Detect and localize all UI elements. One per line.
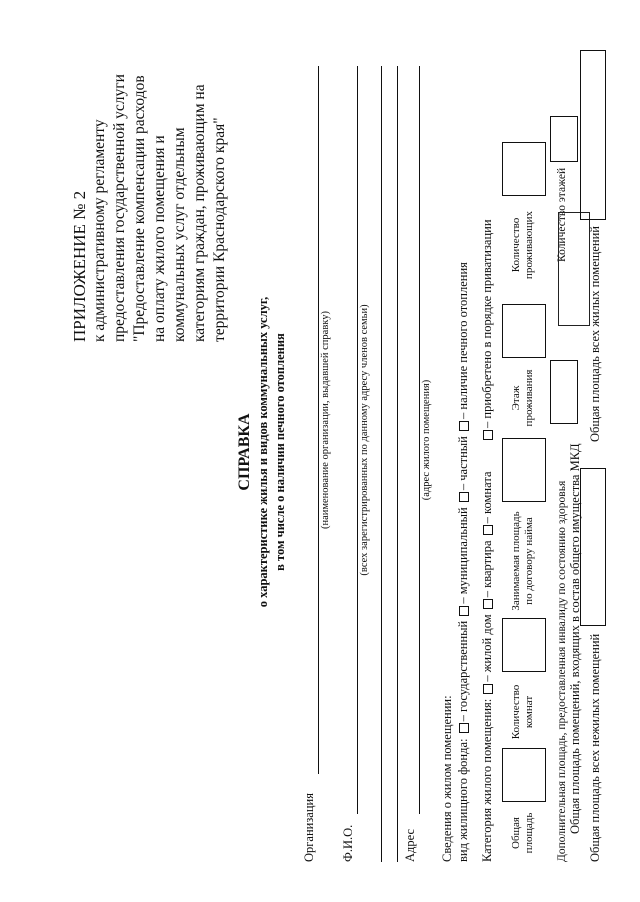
appendix-line: к административному регламенту <box>91 119 108 342</box>
non-residential-label: Общая площадь всех нежилых помещений <box>588 633 602 862</box>
category-privatized-checkbox[interactable] <box>483 430 493 440</box>
common-property-label: Общая площадь помещений, входящих в состав общего имущества МКД <box>568 443 582 834</box>
fund-state-checkbox[interactable] <box>459 723 469 733</box>
stove-heating-checkbox[interactable] <box>459 421 469 431</box>
total-area-label-l1: Общая <box>510 817 522 849</box>
appendix-line: предоставления государственной услуги <box>111 74 128 342</box>
category-house-checkbox[interactable] <box>483 684 493 694</box>
fund-private-checkbox[interactable] <box>459 492 469 502</box>
address-line[interactable] <box>419 66 420 814</box>
fund-row <box>456 262 471 862</box>
fio-line-2[interactable] <box>381 66 382 862</box>
appendix-line: на оплату жилого помещения и <box>151 135 168 342</box>
occupied-area-label-l1: Занимаемая площадь <box>510 511 522 611</box>
fio-line[interactable] <box>357 66 358 814</box>
residents-box[interactable] <box>502 142 546 196</box>
total-area-label <box>510 804 536 862</box>
organization-label: Организация <box>302 793 316 862</box>
fund-option: – частный <box>456 436 470 491</box>
appendix-line: категориям граждан, проживающим на <box>191 84 208 342</box>
floors-count-box[interactable] <box>550 116 578 162</box>
fio-caption: (всех зарегистрированных по данному адресу членов семьи) <box>359 304 370 576</box>
category-room-checkbox[interactable] <box>483 525 493 535</box>
occupied-area-box[interactable] <box>502 438 546 502</box>
category-option: – комната <box>480 471 494 524</box>
floor-label-l2: проживания <box>523 369 535 427</box>
rooms-label-l2: комнат <box>523 695 535 729</box>
occupied-area-label <box>510 506 536 616</box>
non-residential-box[interactable] <box>580 468 606 626</box>
address-label: Адрес <box>403 828 417 862</box>
residents-label-l1: Количество <box>510 217 522 273</box>
appendix-line: территории Краснодарского края" <box>211 117 228 342</box>
occupied-area-label-l2: по договору найма <box>523 517 535 605</box>
address-caption: (адрес жилого помещения) <box>421 379 432 501</box>
fund-option: – наличие печного отопления <box>456 262 470 419</box>
rotated-form-frame <box>40 42 600 862</box>
appendix-block <box>70 74 230 342</box>
floor-label-l1: Этаж <box>510 385 522 411</box>
appendix-line: коммунальных услуг отдельным <box>171 127 188 342</box>
rooms-label-l1: Количество <box>510 684 522 740</box>
fund-municipal-checkbox[interactable] <box>459 606 469 616</box>
fund-option: – государственный <box>456 620 470 722</box>
residential-box[interactable] <box>580 50 606 220</box>
fund-option: – муниципальный <box>456 507 470 604</box>
total-area-box[interactable] <box>502 748 546 802</box>
common-property-box[interactable] <box>558 212 590 326</box>
additional-area-label: Дополнительная площадь, предоставленная инвалиду по состоянию здоровья <box>556 480 568 862</box>
residents-label-l2: проживающих <box>523 210 535 280</box>
appendix-line: "Предоставление компенсации расходов <box>131 75 148 342</box>
category-row-2 <box>480 219 495 442</box>
category-option: – квартира <box>480 540 494 598</box>
category-label: Категория жилого помещения: <box>480 698 494 862</box>
category-apartment-checkbox[interactable] <box>483 599 493 609</box>
rooms-label <box>510 674 536 750</box>
organization-line[interactable] <box>318 66 319 774</box>
organization-caption: (наименование организации, выдавшей справку) <box>320 311 331 530</box>
document-subtitle: о характеристике жилья и видов коммунальных услуг, <box>256 296 270 608</box>
rooms-box[interactable] <box>502 618 546 672</box>
category-option: – приобретено в порядке приватизации <box>480 219 494 428</box>
document-subtitle-2: в том числе о наличии печного отопления <box>273 333 287 571</box>
total-area-label-l2: площадь <box>523 812 535 854</box>
document-title: СПРАВКА <box>236 413 253 491</box>
housing-info-label: Сведения о жилом помещении: <box>440 695 454 862</box>
residential-label: Общая площадь всех жилых помещений <box>588 226 602 442</box>
residents-label <box>510 198 536 292</box>
fund-label: вид жилищного фонда: <box>456 738 470 862</box>
address-line-top[interactable] <box>397 66 398 862</box>
floor-box[interactable] <box>502 304 546 358</box>
category-option: – жилой дом <box>480 614 494 682</box>
appendix-heading: ПРИЛОЖЕНИЕ № 2 <box>70 190 89 342</box>
additional-area-box[interactable] <box>550 360 578 424</box>
category-row <box>480 471 495 862</box>
floor-label <box>510 362 536 434</box>
floors-count-label: Количество этажей <box>556 167 568 262</box>
fio-label: Ф.И.О. <box>341 824 355 862</box>
